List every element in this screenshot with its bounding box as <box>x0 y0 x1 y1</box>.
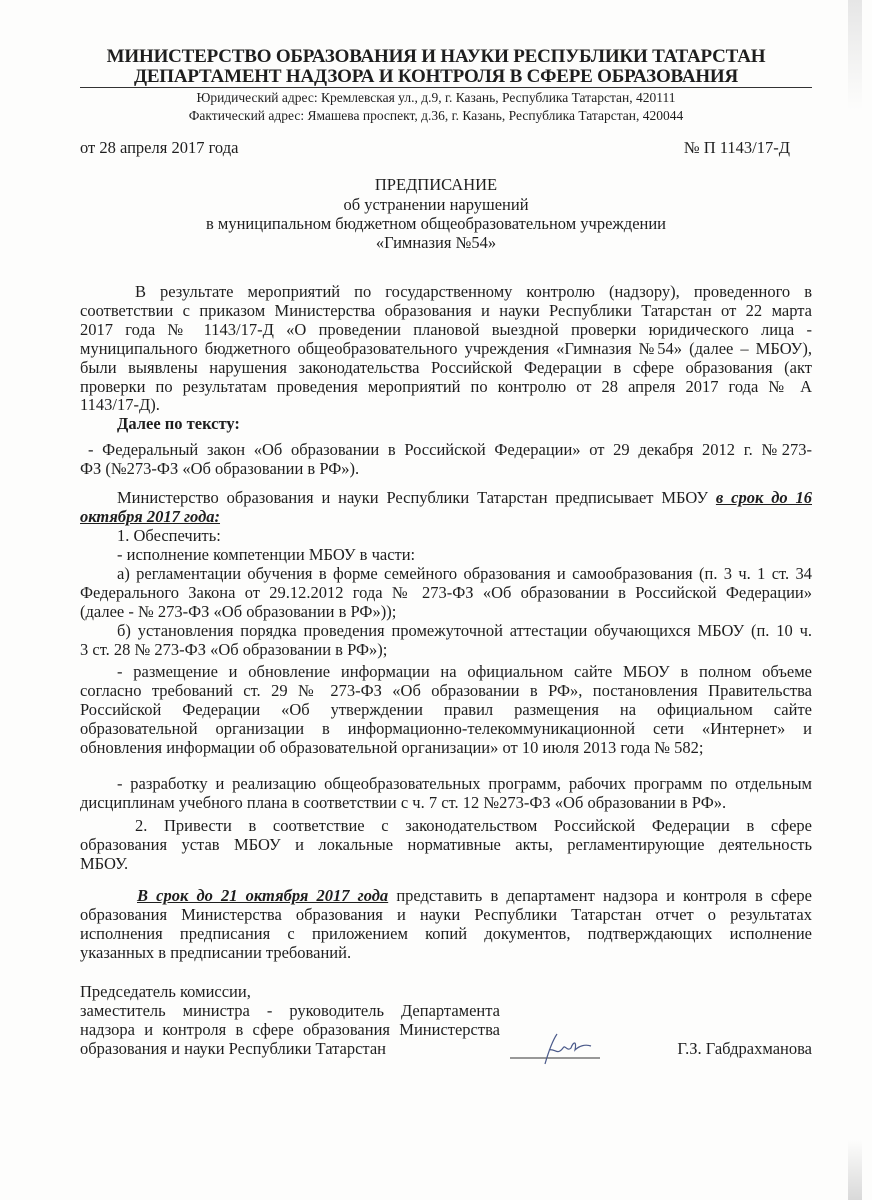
deadline-emphasis: В срок до 21 октября 2017 года <box>137 886 389 905</box>
text-line <box>80 681 812 700</box>
text-segment: образовательной организации в информационно-телекоммуникационной сети «Интернет» и <box>80 718 812 738</box>
text-segment: - размещение и обновление информации на официальном сайте МБОУ в полном объеме <box>117 662 812 681</box>
actual-address: Фактический адрес: Ямашева проспект, д.36, г. Казань, Республика Татарстан, 420044 <box>188 108 684 123</box>
text-line <box>80 339 812 358</box>
legal-address: Юридический адрес: Кремлевская ул., д.9, г. Казань, Республика Татарстан, 420111 <box>196 90 676 105</box>
text-segment: 2017 года № 1143/17-Д «О проведении плановой выездной проверки юридического лица - <box>80 319 812 339</box>
text-line <box>80 738 704 757</box>
signatory-line: образования и науки Республики Татарстан <box>80 1039 386 1058</box>
text-line <box>80 377 812 396</box>
text-segment: - разработку и реализацию общеобразовательных программ, рабочих программ по отдельным <box>117 774 812 793</box>
text-line <box>117 564 812 583</box>
text-line <box>80 905 812 924</box>
text-line <box>117 488 812 507</box>
document-date: от 28 апреля 2017 года <box>80 138 239 157</box>
text-segment: образования Министерства образования и науки Республики Татарстан отчет о результатах <box>80 904 812 924</box>
text-segment: указанных в предписании требований. <box>80 942 352 962</box>
text-line <box>80 583 812 602</box>
text-segment: (далее - № 273-ФЗ «Об образовании в РФ»)); <box>80 601 397 621</box>
deadline-emphasis: октября 2017 года: <box>80 506 221 526</box>
department-name: ДЕПАРТАМЕНТ НАДЗОРА И КОНТРОЛЯ В СФЕРЕ ОБРАЗОВАНИЯ <box>133 66 739 87</box>
text-segment: б) установления порядка проведения промежуточной аттестации обучающихся МБОУ (п. 10 ч. <box>117 621 812 640</box>
signatory-name: Г.З. Габдрахманова <box>677 1039 812 1058</box>
text-line <box>80 459 359 478</box>
text-line <box>80 640 387 659</box>
section-heading: Далее по тексту: <box>117 414 240 433</box>
text-line <box>80 943 351 962</box>
text-line <box>117 621 812 640</box>
text-segment: В результате мероприятий по государственному контролю (надзору), проведенного в <box>135 282 812 301</box>
text-segment: Министерство образования и науки Республики Татарстан предписывает МБОУ <box>117 488 716 507</box>
text-line <box>80 602 396 621</box>
text-segment: ФЗ (№273-ФЗ «Об образовании в РФ»). <box>80 458 360 478</box>
document-title: ПРЕДПИСАНИЕ <box>374 175 498 194</box>
text-line <box>80 700 812 719</box>
text-segment: - Федеральный закон «Об образовании в Российской Федерации» от 29 декабря 2012 г. №273- <box>88 440 812 459</box>
text-line <box>117 774 812 793</box>
handwritten-signature <box>505 1030 605 1066</box>
text-line <box>80 835 812 854</box>
text-line <box>80 358 812 377</box>
text-segment: 3 ст. 28 № 273-ФЗ «Об образовании в РФ»); <box>80 639 388 659</box>
text-segment: Федерального Закона от 29.12.2012 года № 273-ФЗ «Об образовании в Российской Федерации» <box>80 582 812 602</box>
text-segment: проверки по результатам проведения мероприятий по контролю от 28 апреля 2017 года № А <box>80 376 812 396</box>
text-segment: согласно требований ст. 29 № 273-ФЗ «Об образовании в РФ», постановления Правительства <box>80 680 812 700</box>
text-segment: обновления информации об образовательной организации» от 10 июля 2013 года № 582; <box>80 737 704 757</box>
text-line <box>135 816 812 835</box>
text-line <box>80 924 812 943</box>
text-segment: 1143/17-Д). <box>80 395 160 415</box>
document-subtitle: об устранении нарушений <box>343 195 529 214</box>
text-segment: были выявлены нарушения законодательства Российской Федерации в сфере образования (акт <box>80 357 812 377</box>
deadline-emphasis: в срок до 16 <box>715 488 812 507</box>
text-segment: Российской Федерации «Об утверждении правил размещения на официальном сайте <box>80 699 812 719</box>
ministry-name: МИНИСТЕРСТВО ОБРАЗОВАНИЯ И НАУКИ РЕСПУБЛИКИ ТАТАРСТАН <box>106 46 766 67</box>
text-segment: представить в департамент надзора и контроля в сфере <box>388 886 812 905</box>
text-line <box>117 662 812 681</box>
text-line <box>137 886 812 905</box>
signatory-position <box>80 982 500 1058</box>
text-segment: образования устав МБОУ и локальные нормативные акты, регламентирующие деятельность <box>80 834 812 854</box>
document-subtitle: «Гимназия №54» <box>375 233 497 252</box>
scan-edge <box>848 1140 862 1200</box>
text-segment: дисциплинам учебного плана в соответствии с ч. 7 ст. 12 №273-ФЗ «Об образовании в РФ». <box>80 792 727 812</box>
document-subtitle: в муниципальном бюджетном общеобразовательном учреждении <box>205 214 667 233</box>
text-line <box>117 526 221 545</box>
signatory-line: заместитель министра - руководитель Департамента <box>80 1001 500 1020</box>
text-segment: муниципального бюджетного общеобразовательного учреждения «Гимназия №54» (далее – МБОУ), <box>80 338 812 358</box>
text-line <box>80 854 128 873</box>
text-line <box>80 301 812 320</box>
text-segment: 2. Привести в соответствие с законодательством Российской Федерации в сфере <box>135 816 812 835</box>
text-segment: соответствии с приказом Министерства образования и науки Республики Татарстан от 22 марта <box>80 300 812 320</box>
text-line <box>80 320 812 339</box>
text-line <box>135 282 812 301</box>
text-segment: МБОУ. <box>80 853 129 873</box>
text-segment: - исполнение компетенции МБОУ в части: <box>117 545 416 564</box>
text-line <box>117 414 240 433</box>
text-segment: а) регламентации обучения в форме семейного образования и самообразования (п. 3 ч. 1 ст. 34 <box>117 564 812 583</box>
text-segment: 1. Обеспечить: <box>117 526 221 545</box>
text-line <box>80 719 812 738</box>
text-line <box>88 440 812 459</box>
text-line <box>80 507 220 526</box>
text-line <box>80 395 160 414</box>
header-divider <box>80 87 812 88</box>
document-number: № П 1143/17-Д <box>683 138 790 157</box>
text-segment: исполнения предписания с приложением копий документов, подтверждающих исполнение <box>80 923 812 943</box>
signatory-line: надзора и контроля в сфере образования Министерства <box>80 1020 500 1039</box>
text-line <box>117 545 415 564</box>
signatory-line: Председатель комиссии, <box>80 982 251 1001</box>
text-line <box>80 793 726 812</box>
